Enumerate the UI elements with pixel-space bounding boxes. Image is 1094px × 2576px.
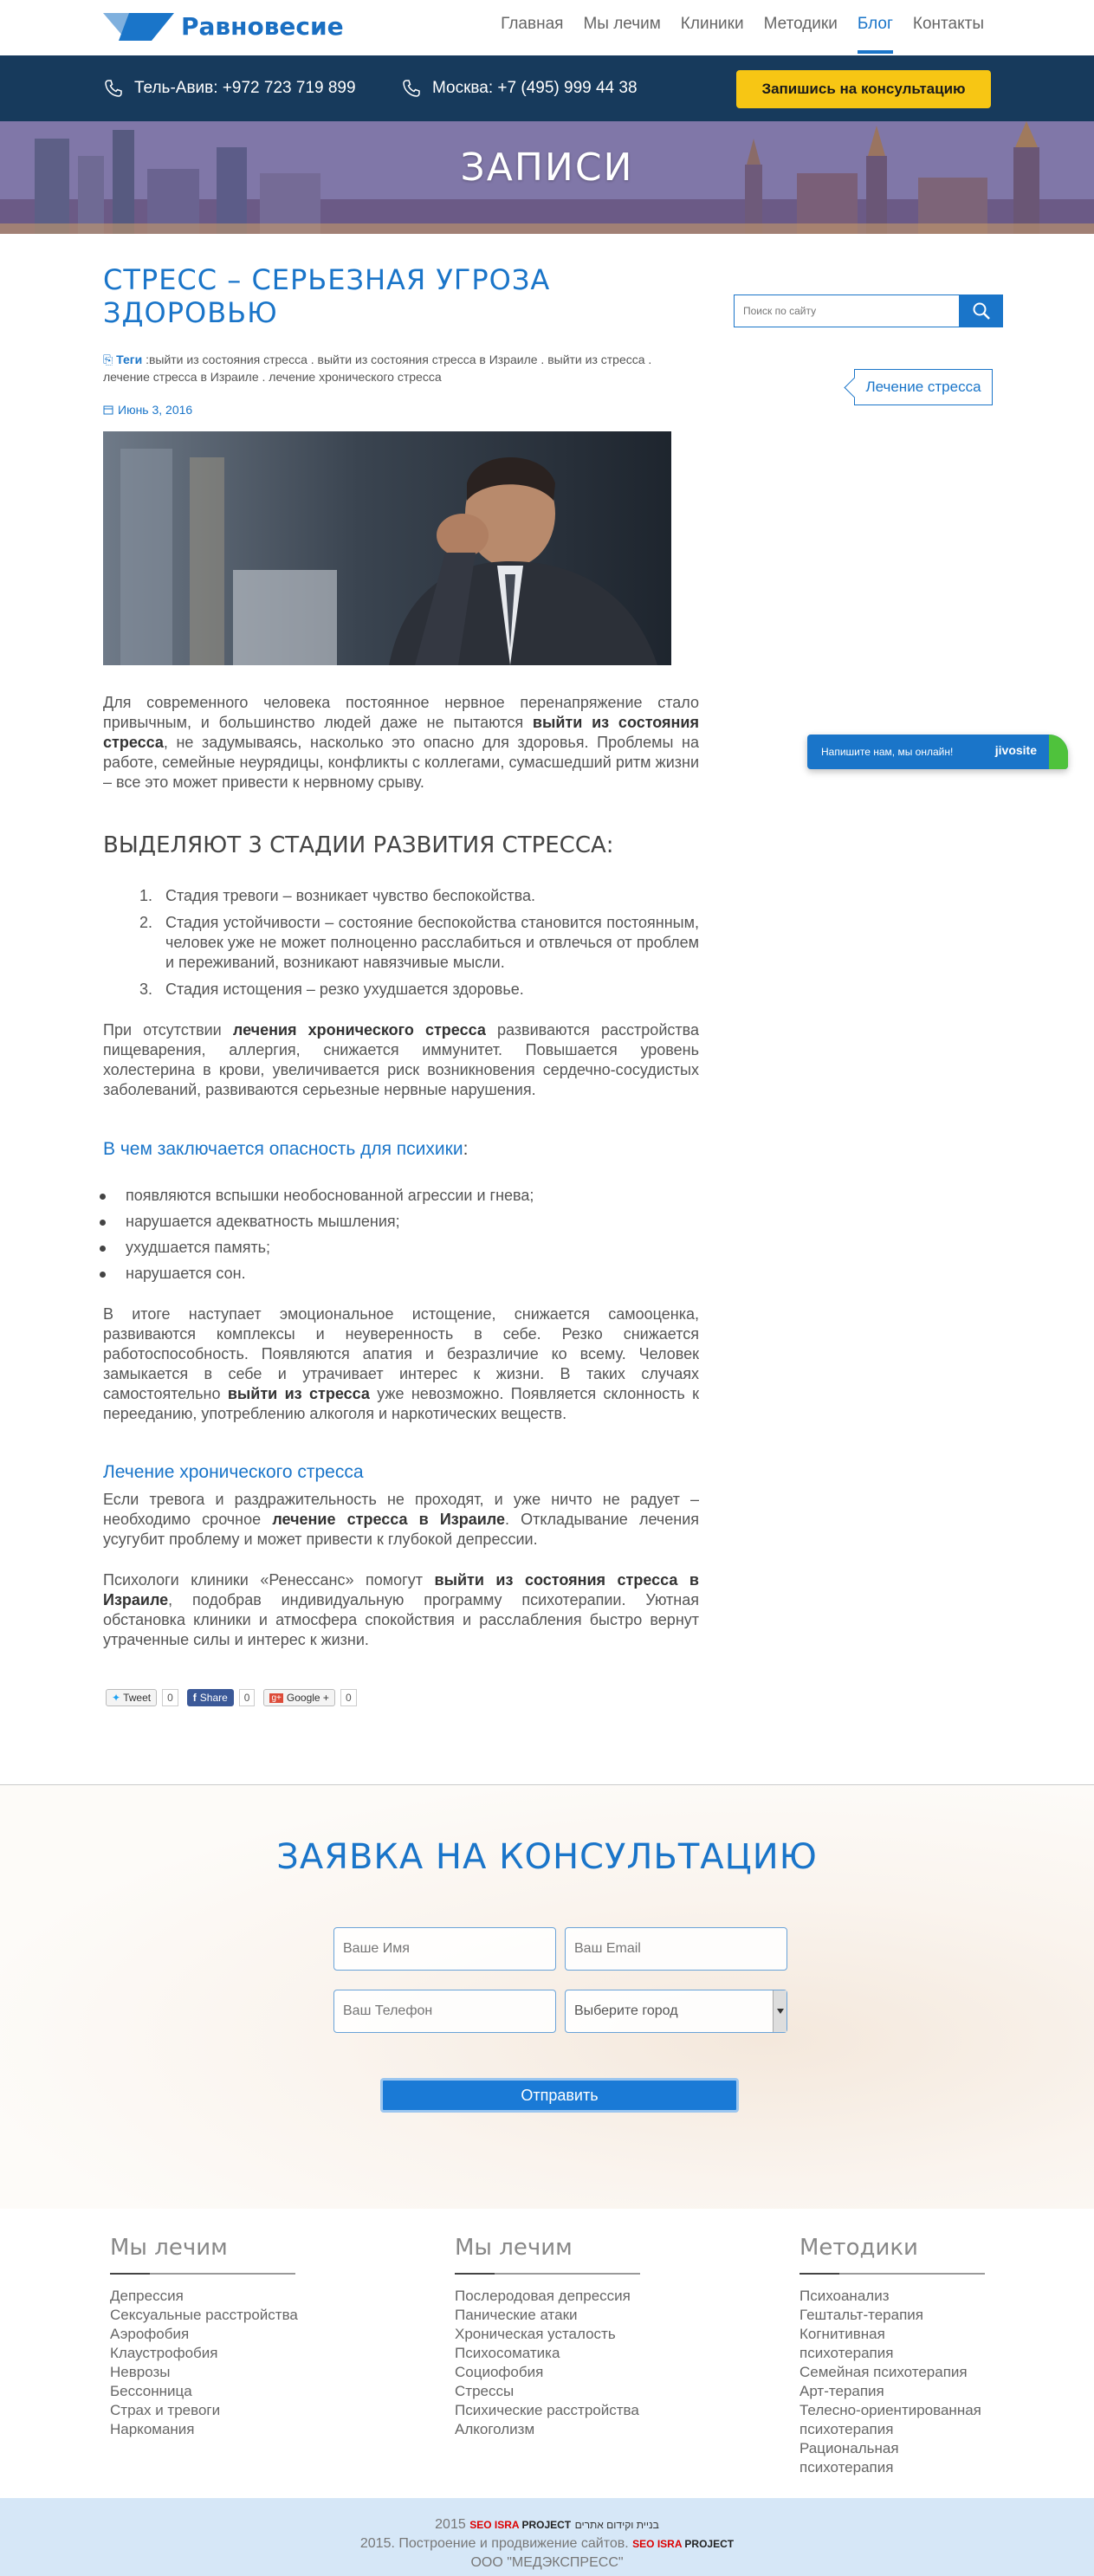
footer-column-treat-2 [455, 2235, 663, 2439]
nav-we-treat[interactable]: Мы лечим [583, 15, 661, 33]
phone-tel-aviv[interactable] [103, 55, 356, 121]
search-button[interactable] [960, 294, 1003, 327]
search-form [734, 294, 1003, 327]
footer-column-title: Методики [799, 2235, 1007, 2275]
tag-icon: ⎘ [103, 352, 113, 366]
footer-link[interactable]: Наркомания [110, 2421, 195, 2437]
consultation-button[interactable]: Запишись на консультацию [736, 70, 991, 108]
list-item: появляются вспышки необоснованной агрессии и гнева; [0, 1186, 699, 1206]
main-nav [481, 0, 984, 55]
post-date [103, 403, 699, 417]
seo-isra-logo[interactable]: SEO ISRA PROJECT [469, 2519, 572, 2531]
footer-link[interactable]: Стрессы [455, 2383, 515, 2399]
footer-link[interactable]: Когнитивная [799, 2326, 885, 2342]
phone-field[interactable] [333, 1990, 556, 2033]
city-select-value: Выберите город [574, 2003, 678, 2018]
footer-link[interactable]: Клаустрофобия [110, 2345, 218, 2361]
clinic-paragraph: Психологи клиники «Ренессанс» помогут выйти из состояния стресса в Израиле, подобрав индивидуальную программу психотерапии. Уютная обстановка клиники и атмосфера спокойствия и расслабления быстро вернут утраченные силы и интерес к жизни. [103, 1570, 699, 1648]
facebook-count: 0 [239, 1689, 256, 1706]
tags-links[interactable]: :выйти из состояния стресса . выйти из состояния стресса в Израиле . выйти из стресса . лечение стресса в Израиле . лечение хронического стресса [103, 352, 652, 384]
google-plus-count: 0 [340, 1689, 357, 1706]
footer-link[interactable]: Неврозы [110, 2364, 171, 2380]
logo-icon [103, 13, 174, 41]
list-item: 3. Стадия истощения – резко ухудшается здоровье. [157, 980, 699, 1000]
footer-column-treat-1 [110, 2235, 318, 2439]
jivosite-logo: jivosite [994, 743, 1037, 757]
copyright-line-2: 2015. Построение и продвижение сайтов. SEO ISRA PROJECT [359, 2536, 735, 2551]
footer-link[interactable]: Панические атаки [455, 2307, 578, 2323]
footer-link[interactable]: психотерапия [799, 2459, 894, 2476]
footer-link[interactable]: Депрессия [110, 2288, 184, 2304]
consequences-paragraph: При отсутствии лечения хронического стресса развиваются расстройства пищеварения, аллергия, снижается иммунитет. Повышается уровень холестерина в крови, увеличивается риск возникновения сердечно-сосудистых заболеваний, развиваются серьезные нервные нарушения. [103, 1020, 699, 1098]
site-header [0, 0, 1094, 55]
name-field[interactable] [333, 1927, 556, 1971]
footer-link[interactable]: Алкоголизм [455, 2421, 535, 2437]
copyright-line-3: ООО "МЕДЭКСПРЕСС" [470, 2555, 624, 2570]
main-content [0, 234, 1094, 1784]
email-field[interactable] [565, 1927, 787, 1971]
phone-bar [0, 55, 1094, 121]
footer-link[interactable]: Рациональная [799, 2440, 899, 2456]
list-item: нарушается сон. [0, 1264, 699, 1284]
form-title: ЗАЯВКА НА КОНСУЛЬТАЦИЮ [276, 1837, 818, 1877]
facebook-share-button[interactable]: f Share [187, 1689, 234, 1706]
footer-column-methods [799, 2235, 1007, 2477]
tags-label: Теги [116, 352, 143, 366]
city-select[interactable] [565, 1990, 787, 2033]
list-item: 1. Стадия тревоги – возникает чувство беспокойства. [157, 886, 699, 906]
search-icon [972, 301, 991, 320]
phone-moscow[interactable] [401, 55, 638, 121]
footer-link[interactable]: Психосоматика [455, 2345, 560, 2361]
footer-link[interactable]: Аэрофобия [110, 2326, 190, 2342]
footer-link[interactable]: Страх и тревоги [110, 2402, 221, 2418]
treatment-paragraph: Если тревога и раздражительность не проходят, и уже ничто не радует – необходимо срочное лечение стресса в Израиле. Откладывание лечения усугубит проблему и может привести к глубокой депрессии. [103, 1490, 700, 1548]
footer-column-title: Мы лечим [110, 2235, 318, 2275]
list-item: 2. Стадия устойчивости – состояние беспокойства становится постоянным, человек уже не может полноценно расслабиться и отвлечься от проблем и переживаний, возникают навязчивые мысли. [157, 913, 699, 973]
nav-methods[interactable]: Методики [763, 15, 838, 33]
footer-column-title: Мы лечим [455, 2235, 663, 2275]
footer-link[interactable]: Телесно-ориентированная [799, 2402, 981, 2418]
nav-home[interactable]: Главная [501, 15, 564, 33]
search-input[interactable] [734, 294, 960, 327]
copyright-bar [0, 2498, 1094, 2576]
danger-list [0, 1186, 699, 1284]
nav-blog[interactable]: Блог [858, 0, 893, 55]
submit-button[interactable]: Отправить [380, 2078, 739, 2113]
stages-heading: ВЫДЕЛЯЮТ 3 СТАДИИ РАЗВИТИЯ СТРЕССА: [103, 832, 614, 858]
footer-link[interactable]: Социофобия [455, 2364, 544, 2380]
stages-list [103, 886, 699, 1000]
twitter-icon: ✦ [112, 1692, 121, 1704]
consultation-form-section [0, 1784, 1094, 2209]
footer-link[interactable]: Психоанализ [799, 2288, 890, 2304]
google-plus-icon: g+ [271, 1693, 282, 1703]
intro-paragraph: Для современного человека постоянное нервное перенапряжение стало привычным, и большинство людей даже не пытаются выйти из состояния стресса, не задумываясь, насколько это опасно для здоровья. Проблемы на работе, семейные неурядицы, конфликты с коллегами, сумасшедший ритм жизни – все это может привести к нервному срыву. [103, 693, 699, 791]
copyright-line-1: 2015 SEO ISRA PROJECT בניית וקידום אתרים [435, 2517, 659, 2532]
phone-icon [103, 78, 124, 99]
footer-link[interactable]: Гештальт-терапия [799, 2307, 923, 2323]
phone-icon [401, 78, 422, 99]
sidebar [734, 294, 1003, 395]
seo-isra-logo[interactable]: SEO ISRA PROJECT [632, 2538, 735, 2550]
brand-name: Равновесие [181, 12, 344, 41]
outcome-paragraph: В итоге наступает эмоциональное истощение, снижается самооценка, развиваются комплексы и неуверенность в себе. Резко снижается работоспособность. Появляются апатия и безразличие ко всему. Человек замыкается в себе и утрачивает интерес к жизни. В таких случаях самостоятельно выйти из стресса уже невозможно. Появляется склонность к перееданию, употреблению алкоголя и наркотических веществ. [103, 1304, 700, 1422]
footer-link[interactable]: Хроническая усталость [455, 2326, 616, 2342]
footer-link[interactable]: Сексуальные расстройства [110, 2307, 298, 2323]
danger-heading: В чем заключается опасность для психики: [103, 1138, 469, 1159]
banner-title: ЗАПИСИ [460, 146, 634, 190]
footer-link[interactable]: психотерапия [799, 2345, 894, 2361]
chat-widget[interactable] [807, 735, 1068, 769]
list-item: нарушается адекватность мышления; [0, 1212, 699, 1232]
google-plus-button[interactable]: g+ Google + [263, 1689, 334, 1706]
footer-link[interactable]: Семейная психотерапия [799, 2364, 968, 2380]
footer-link[interactable]: Послеродовая депрессия [455, 2288, 631, 2304]
phone-moscow-text: Москва: +7 (495) 999 44 38 [432, 79, 638, 97]
post-title: СТРЕСС – СЕРЬЕЗНАЯ УГРОЗА ЗДОРОВЬЮ [103, 263, 551, 330]
calendar-icon [103, 405, 113, 415]
treatment-heading: Лечение хронического стресса [103, 1461, 364, 1482]
logo[interactable] [103, 12, 344, 41]
list-item: ухудшается память; [0, 1238, 699, 1258]
footer-link[interactable]: Арт-терапия [799, 2383, 884, 2399]
post-article [103, 263, 699, 1650]
footer-link[interactable]: психотерапия [799, 2421, 894, 2437]
chat-text: Напишите нам, мы онлайн! [821, 746, 954, 758]
tweet-button[interactable]: ✦ Tweet [106, 1689, 157, 1706]
post-date-text: Июнь 3, 2016 [118, 402, 193, 417]
footer [0, 2209, 1094, 2498]
post-tags [103, 351, 699, 385]
facebook-icon: f [192, 1692, 197, 1704]
footer-link[interactable]: Бессонница [110, 2383, 192, 2399]
nav-contacts[interactable]: Контакты [912, 15, 984, 33]
footer-link[interactable]: Психические расстройства [455, 2402, 639, 2418]
tag-stress-treatment[interactable]: Лечение стресса [854, 369, 993, 405]
stressed-man-image [103, 431, 671, 665]
phone-tel-aviv-text: Тель-Авив: +972 723 719 899 [134, 79, 356, 97]
chevron-down-icon[interactable] [773, 1990, 787, 2032]
tweet-count: 0 [162, 1689, 178, 1706]
nav-clinics[interactable]: Клиники [680, 15, 744, 33]
page-banner [0, 121, 1094, 234]
share-buttons [106, 1689, 366, 1706]
